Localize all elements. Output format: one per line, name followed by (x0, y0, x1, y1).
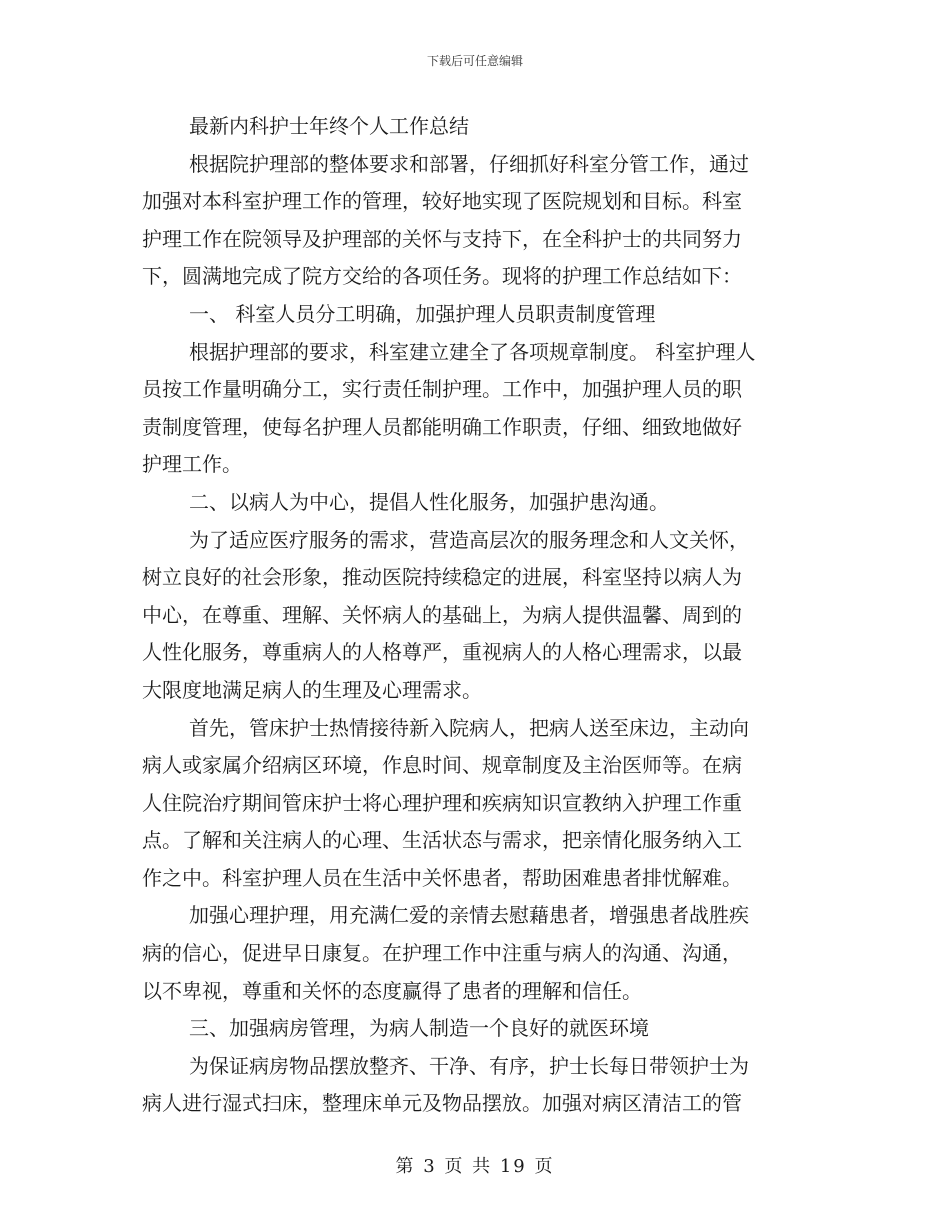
text-line: 下，圆满地完成了院方交给的各项任务。现将的护理工作总结如下： (142, 264, 742, 289)
header-note: 下载后可任意编辑 (426, 54, 523, 68)
text-line: 人性化服务，尊重病人的人格尊严，重视病人的人格心理需求，以最 (142, 640, 742, 665)
text-line: 根据院护理部的整体要求和部署，仔细抓好科室分管工作，通过 (189, 151, 749, 176)
text-line: 作之中。科室护理人员在生活中关怀患者，帮助困难患者排忧解难。 (142, 865, 742, 890)
text-line: 一、 科室人员分工明确，加强护理人员职责制度管理 (189, 301, 656, 326)
text-line: 病的信心，促进早日康复。在护理工作中注重与病人的沟通、沟通， (142, 941, 742, 966)
text-line: 责制度管理，使每名护理人员都能明确工作职责，仔细、细致地做好 (142, 414, 742, 439)
page-number-footer: 第 3 页 共 19 页 (395, 1156, 555, 1177)
text-line: 加强对本科室护理工作的管理，较好地实现了医院规划和目标。科室 (142, 189, 742, 214)
text-line: 首先，管床护士热情接待新入院病人，把病人送至床边，主动向 (189, 715, 749, 740)
text-line: 为了适应医疗服务的需求，营造高层次的服务理念和人文关怀， (189, 527, 749, 552)
text-line: 树立良好的社会形象，推动医院持续稳定的进展，科室坚持以病人为 (142, 565, 742, 590)
text-line: 为保证病房物品摆放整齐、干净、有序，护士长每日带领护士为 (189, 1053, 749, 1078)
text-line: 加强心理护理，用充满仁爱的亲情去慰藉患者，增强患者战胜疾 (189, 903, 749, 928)
document-body (142, 108, 810, 1123)
text-line: 护理工作在院领导及护理部的关怀与支持下，在全科护士的共同努力 (142, 226, 742, 251)
text-line: 员按工作量明确分工，实行责任制护理。工作中，加强护理人员的职 (142, 377, 742, 402)
text-line: 二、以病人为中心，提倡人性化服务，加强护患沟通。 (189, 489, 669, 514)
text-line: 中心，在尊重、理解、关怀病人的基础上，为病人提供温馨、周到的 (142, 602, 742, 627)
text-line: 护理工作。 (142, 452, 242, 477)
text-line: 大限度地满足病人的生理及心理需求。 (142, 677, 482, 702)
text-line: 三、加强病房管理，为病人制造一个良好的就医环境 (189, 1016, 649, 1041)
text-line: 病人进行湿式扫床，整理床单元及物品摆放。加强对病区清洁工的管 (142, 1091, 742, 1116)
text-line: 根据护理部的要求，科室建立建全了各项规章制度。 科室护理人 (189, 339, 756, 364)
text-line: 以不卑视，尊重和关怀的态度赢得了患者的理解和信任。 (142, 978, 642, 1003)
text-line: 病人或家属介绍病区环境，作息时间、规章制度及主治医师等。在病 (142, 753, 742, 778)
text-line: 点。了解和关注病人的心理、生活状态与需求，把亲情化服务纳入工 (142, 828, 742, 853)
text-line: 最新内科护士年终个人工作总结 (189, 114, 469, 138)
text-line: 人住院治疗期间管床护士将心理护理和疾病知识宣教纳入护理工作重 (142, 790, 742, 815)
